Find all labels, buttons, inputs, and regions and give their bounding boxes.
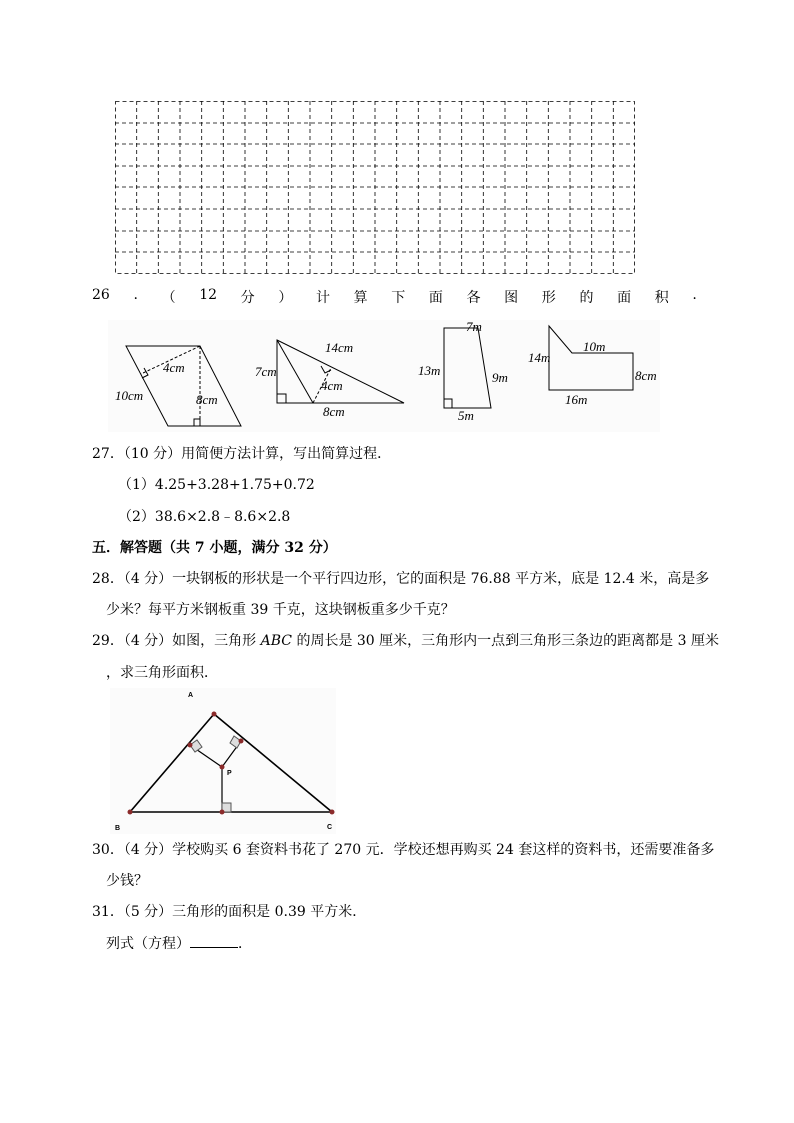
vertex-b-label: B bbox=[115, 825, 121, 832]
trap-bottom-label: 5m bbox=[458, 408, 474, 423]
q31-label: 列式（方程） bbox=[106, 936, 190, 952]
q26-char: . bbox=[133, 287, 138, 303]
q30-line2: 少钱？ bbox=[106, 873, 148, 889]
q26-char: （ bbox=[161, 290, 176, 306]
q29-line1 bbox=[92, 631, 719, 651]
q26-char: ） bbox=[278, 290, 293, 306]
point-p-label: P bbox=[227, 770, 232, 777]
trap-right-label: 9m bbox=[492, 370, 508, 385]
q26-title bbox=[92, 287, 697, 307]
q28-line2: 少米？每平方米钢板重 39 千克，这块钢板重多少千克？ bbox=[106, 602, 455, 618]
q26-char: 面 bbox=[617, 290, 632, 306]
comp-bottom-label: 16m bbox=[565, 392, 588, 407]
q26-char: 分 bbox=[240, 290, 255, 306]
para-base-height-label: 8cm bbox=[196, 392, 218, 407]
dashed-answer-grid bbox=[115, 101, 635, 274]
q26-figures bbox=[108, 320, 660, 432]
q26-char: . bbox=[692, 287, 697, 303]
q29-abc: ABC bbox=[260, 633, 292, 649]
q26-char: 图 bbox=[504, 290, 519, 306]
q29-line2: ，求三角形面积． bbox=[106, 665, 218, 681]
q29-triangle-figure bbox=[110, 688, 336, 834]
q28-line1: 28．（4 分）一块钢板的形状是一个平行四边形，它的面积是 76.88 平方米，底是 12.4 米，高是多 bbox=[92, 571, 710, 587]
q30-line1: 30．（4 分）学校购买 6 套资料书花了 270 元．学校还想再购买 24 套这样的资料书，还需要准备多 bbox=[92, 842, 715, 858]
q29-line1-b: 的周长是 30 厘米，三角形内一点到三角形三条边的距离都是 3 厘米 bbox=[292, 633, 719, 649]
q27-title: 27．（10 分）用简便方法计算，写出简算过程． bbox=[92, 446, 392, 462]
q27-item-2: （2）38.6×2.8﹣8.6×2.8 bbox=[118, 509, 291, 525]
trap-top-label: 7m bbox=[466, 320, 482, 334]
para-height-label: 4cm bbox=[163, 360, 185, 375]
q26-char: 12 bbox=[199, 287, 218, 303]
q26-char: 面 bbox=[428, 290, 443, 306]
q31-line1: 31．（5 分）三角形的面积是 0.39 平方米． bbox=[92, 904, 367, 920]
q26-char: 计 bbox=[315, 290, 330, 306]
trap-left-label: 13m bbox=[418, 363, 441, 378]
section5-heading: 五．解答题（共 7 小题，满分 32 分） bbox=[92, 540, 337, 556]
tri-base-label: 8cm bbox=[323, 404, 345, 419]
para-side-label: 10cm bbox=[115, 388, 144, 403]
q26-char: 26 bbox=[92, 287, 110, 303]
q26-char: 下 bbox=[391, 290, 406, 306]
tri-hyp-label: 14cm bbox=[325, 340, 354, 355]
q26-char: 的 bbox=[579, 290, 594, 306]
vertex-a-label: A bbox=[188, 692, 194, 699]
q27-item-1: （1）4.25+3.28+1.75+0.72 bbox=[118, 477, 315, 493]
q31-line2 bbox=[106, 933, 252, 954]
q31-line2-end: ． bbox=[238, 936, 252, 952]
q26-char: 各 bbox=[466, 290, 481, 306]
parallelogram-figure bbox=[126, 346, 241, 426]
q26-char: 算 bbox=[353, 290, 368, 306]
tri-left-label: 7cm bbox=[255, 364, 277, 379]
q29-line1-a: 29．（4 分）如图，三角形 bbox=[92, 633, 261, 649]
tri-height-label: 4cm bbox=[321, 378, 343, 393]
q26-char: 形 bbox=[541, 290, 556, 306]
composite-figure bbox=[549, 326, 633, 390]
comp-right-label: 8cm bbox=[635, 368, 657, 383]
comp-top-label: 10m bbox=[583, 339, 606, 354]
q31-answer-blank[interactable] bbox=[190, 933, 238, 948]
comp-left-label: 14m bbox=[528, 350, 551, 365]
q26-char: 积 bbox=[654, 290, 669, 306]
vertex-c-label: C bbox=[327, 824, 333, 831]
trapezoid-figure bbox=[444, 328, 491, 408]
